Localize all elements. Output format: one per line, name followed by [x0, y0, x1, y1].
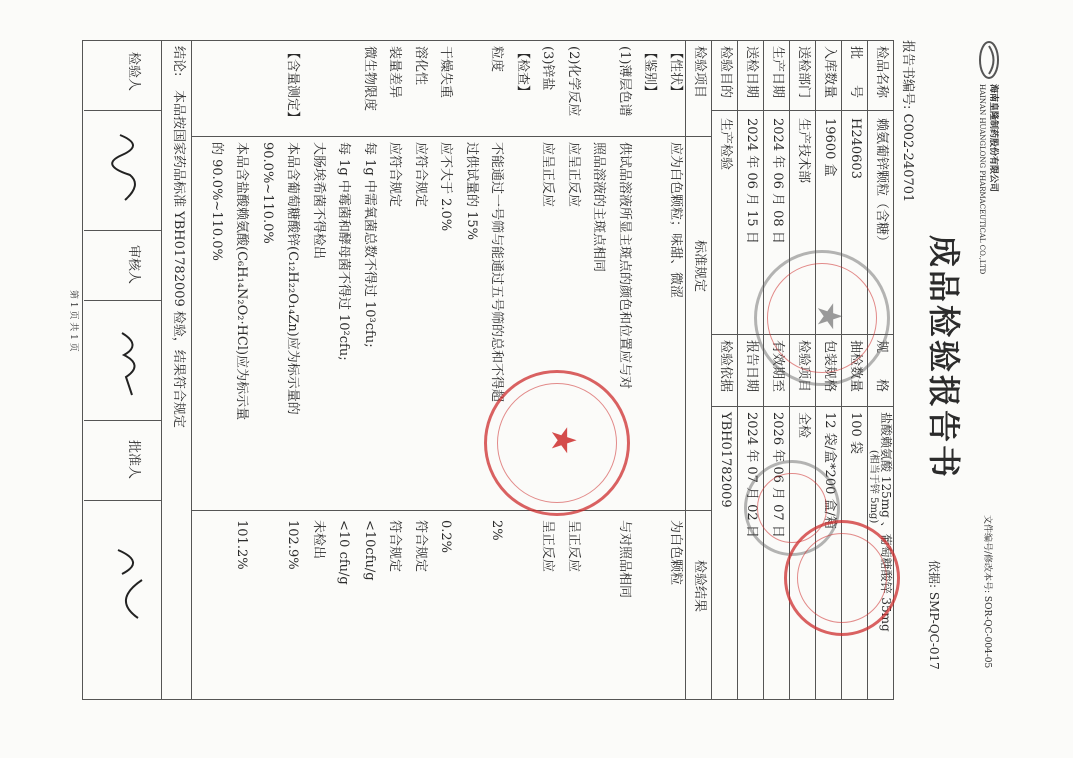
expiry-label: 有效期至	[770, 340, 785, 393]
row-item: 溶化性	[413, 46, 428, 86]
row-result: 为白色颗粒	[668, 520, 683, 586]
inbound-qty: 19600 盒	[822, 118, 837, 177]
row-result: 未检出	[311, 520, 326, 560]
product-name: 赖氨葡锌颗粒（含糖）	[874, 118, 889, 249]
row-result: 101.2%	[234, 520, 250, 570]
inspector-label: 检验人	[126, 52, 141, 92]
report-date-label: 报告日期	[744, 340, 759, 393]
reviewer-label: 审核人	[126, 245, 141, 285]
row-spec: 应符合规定	[413, 142, 428, 208]
row-result: <10 cfu/g	[336, 520, 352, 585]
spec-value-zinc: (相当于锌 5mg)	[868, 450, 879, 524]
send-date: 2024 年 06 月 15 日	[744, 118, 759, 244]
row-spec: 应呈正反应	[566, 142, 581, 208]
row-item: (2)化学反应	[566, 46, 581, 117]
row-result: 2%	[489, 520, 505, 541]
pack-label: 包装规格	[822, 340, 837, 393]
page-number: 第 1 页 共 1 页	[68, 290, 78, 352]
file-number: 文件编号/修改本号: SOR-QC-004-05	[982, 515, 992, 669]
row-spec: 照品溶液的主斑点相同	[591, 142, 607, 273]
company-seal: ★	[754, 250, 890, 386]
row-item: (3)锌盐	[540, 46, 556, 91]
spec-value: 盐酸赖氨酸 125mg 、葡萄糖酸锌 35mg	[879, 412, 893, 632]
row-item: 【含量测定】	[285, 46, 301, 125]
prod-date-label: 生产日期	[770, 46, 785, 99]
row-item: (1)薄层色谱	[617, 46, 632, 117]
conclusion-label: 结论:	[171, 46, 186, 77]
row-item: 【检查】	[515, 46, 530, 99]
inspector-signature	[104, 130, 150, 210]
standard-label: 检验依据	[718, 340, 733, 393]
test-item-label: 检验项目	[796, 340, 811, 393]
product-name-label: 检品名称	[874, 46, 889, 99]
expiry-date: 2026 年 06 月 07 日	[770, 412, 785, 538]
dept: 生产技术部	[796, 118, 811, 184]
purpose-label: 检验目的	[718, 46, 733, 99]
row-spec: 不能通过一号筛与能通过五号筛的总和不得超	[489, 142, 505, 403]
row-spec: 90.0%~110.0%	[260, 142, 275, 244]
col-result: 检验结果	[692, 560, 707, 613]
row-item: 粒度	[489, 46, 505, 73]
send-date-label: 送检日期	[744, 46, 759, 99]
dept-label: 送检部门	[796, 46, 811, 99]
approver-label: 批准人	[126, 440, 141, 480]
company-logo	[974, 40, 1000, 80]
row-result: 符合规定	[413, 520, 428, 573]
row-result: 0.2%	[438, 520, 454, 554]
row-spec: 过供试量的 15%	[464, 142, 479, 241]
row-result: 呈正反应	[540, 520, 556, 573]
row-spec: 大肠埃希菌不得检出	[311, 142, 326, 260]
row-spec: 应不大于 2.0%	[438, 142, 454, 232]
report-number: 报告书编号: C002-240701	[900, 40, 915, 203]
batch-number: H240603	[848, 118, 863, 179]
basis: 依据: SMP-QC-017	[927, 560, 941, 670]
test-item: 全检	[796, 412, 811, 439]
row-result: 呈正反应	[566, 520, 581, 573]
col-spec: 标准规定	[692, 240, 707, 293]
row-spec: 应为白色颗粒；味甜、微涩	[668, 142, 683, 299]
row-item: 干燥失重	[438, 46, 454, 99]
standard: YBH01782009	[718, 412, 733, 508]
company-name-en: HAINAN HUANGLONG PHARMACEUTICAL CO.,LTD	[978, 84, 986, 275]
row-spec: 应符合规定	[387, 142, 403, 208]
company-name: 海南皇隆制药股份有限公司	[988, 84, 998, 193]
row-spec: 本品含葡萄糖酸锌(C₁₂H₂₂O₁₄Zn)应为标示量的	[285, 142, 301, 415]
row-result: 与对照品相同	[617, 520, 632, 599]
inspection-report	[70, 40, 1000, 700]
row-item: 装量差异	[387, 46, 403, 99]
report-seal: ★	[484, 370, 630, 516]
pack-spec: 12 袋/盒*200 盒/箱	[822, 412, 837, 529]
row-spec: 本品含盐酸赖氨酸(C₆H₁₄N₂O₂·HCl)应为标示量	[234, 142, 250, 421]
row-item: 【鉴别】	[642, 46, 658, 99]
batch-label: 批 号	[848, 46, 863, 99]
row-item: 【性状】	[668, 46, 683, 99]
inbound-label: 入库数量	[822, 46, 837, 99]
prod-date: 2024 年 06 月 08 日	[770, 118, 785, 244]
row-item: 微生物限度	[362, 46, 377, 112]
sample-qty: 100 袋	[848, 412, 863, 454]
row-result: 符合规定	[387, 520, 403, 573]
sample-qty-label: 抽检数量	[848, 340, 863, 393]
purpose: 生产检验	[718, 118, 733, 171]
approver-signature	[102, 540, 152, 630]
report-title: 成品检验报告书	[925, 235, 963, 481]
reviewer-signature	[104, 325, 150, 405]
row-spec: 供试品溶液所显主斑点的颜色和位置应与对	[617, 142, 632, 390]
col-item: 检验项目	[692, 46, 707, 99]
row-spec: 应呈正反应	[540, 142, 556, 208]
row-spec: 的 90.0%~110.0%	[209, 142, 224, 261]
conclusion-text: 本品按国家药品标准 YBH01782009 检验，结果符合规定	[171, 90, 186, 428]
row-result: 102.9%	[285, 520, 301, 570]
row-result: <10cfu/g	[362, 520, 377, 581]
report-date: 2024 年 07 月 02 日	[744, 412, 759, 538]
row-spec: 每 1g 中霉菌和酵母菌不得过 10²cfu;	[336, 142, 352, 361]
row-spec: 每 1g 中需氧菌总数不得过 10³cfu;	[362, 142, 377, 348]
spec-label: 规 格	[874, 340, 889, 393]
